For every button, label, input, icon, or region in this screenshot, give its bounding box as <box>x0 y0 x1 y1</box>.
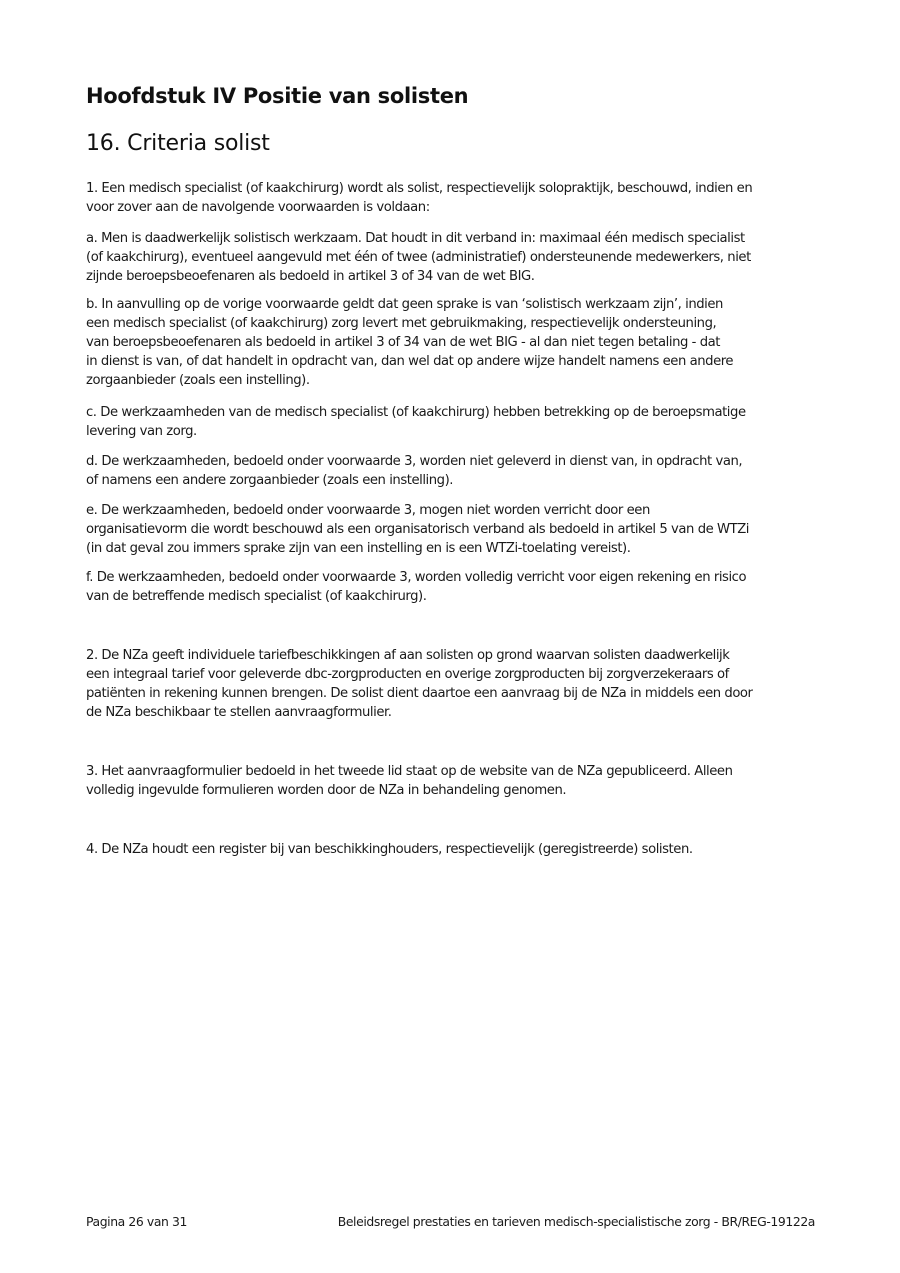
paragraph-4 <box>86 840 693 859</box>
condition-b <box>86 295 733 390</box>
condition-c <box>86 403 746 441</box>
text-line: zorgaanbieder (zoals een instelling). <box>86 373 310 388</box>
text-line: 1. Een medisch specialist (of kaakchirurg) wordt als solist, respectievelijk solopraktijk, beschouwd, indien en <box>86 181 753 196</box>
text-line: of namens een andere zorgaanbieder (zoals een instelling). <box>86 473 454 488</box>
text-line: van beroepsbeoefenaren als bedoeld in artikel 3 of 34 van de wet BIG - al dan niet tegen betaling - dat <box>86 335 720 350</box>
text-line: (of kaakchirurg), eventueel aangevuld met één of twee (administratief) ondersteunende medewerkers, niet <box>86 250 751 265</box>
chapter-title: Hoofdstuk IV Positie van solisten <box>86 84 469 108</box>
text-line: volledig ingevulde formulieren worden door de NZa in behandeling genomen. <box>86 783 567 798</box>
paragraph-1 <box>86 179 752 217</box>
section-title: 16. Criteria solist <box>86 131 270 156</box>
text-line: 4. De NZa houdt een register bij van beschikkinghouders, respectievelijk (geregistreerde) solisten. <box>86 842 693 857</box>
document-reference: Beleidsregel prestaties en tarieven medisch-specialistische zorg - BR/REG-19122a <box>337 1214 815 1229</box>
text-line: patiënten in rekening kunnen brengen. De solist dient daartoe een aanvraag bij de NZa in middels een door <box>86 686 753 701</box>
text-line: b. In aanvulling op de vorige voorwaarde geldt dat geen sprake is van ‘solistisch werkzaam zijn’, indien <box>86 297 723 312</box>
text-line: een medisch specialist (of kaakchirurg) zorg levert met gebruikmaking, respectievelijk ondersteuning, <box>86 316 717 331</box>
text-line: d. De werkzaamheden, bedoeld onder voorwaarde 3, worden niet geleverd in dienst van, in opdracht van, <box>86 454 743 469</box>
text-line: in dienst is van, of dat handelt in opdracht van, dan wel dat op andere wijze handelt namens een andere <box>86 354 734 369</box>
page-number: Pagina 26 van 31 <box>86 1214 187 1229</box>
paragraph-3 <box>86 762 732 800</box>
text-line: e. De werkzaamheden, bedoeld onder voorwaarde 3, mogen niet worden verricht door een <box>86 503 650 518</box>
text-line: (in dat geval zou immers sprake zijn van een instelling en is een WTZi-toelating vereist). <box>86 541 631 556</box>
paragraph-2 <box>86 646 753 722</box>
text-line: levering van zorg. <box>86 424 197 439</box>
condition-f <box>86 568 746 606</box>
text-line: de NZa beschikbaar te stellen aanvraagformulier. <box>86 705 392 720</box>
text-line: 2. De NZa geeft individuele tariefbeschikkingen af aan solisten op grond waarvan solisten daadwerkelijk <box>86 648 730 663</box>
text-line: van de betreffende medisch specialist (of kaakchirurg). <box>86 589 427 604</box>
condition-e <box>86 501 749 558</box>
text-line: voor zover aan de navolgende voorwaarden is voldaan: <box>86 200 430 215</box>
condition-d <box>86 452 742 490</box>
text-line: organisatievorm die wordt beschouwd als een organisatorisch verband als bedoeld in artikel 5 van de WTZi <box>86 522 750 537</box>
text-line: a. Men is daadwerkelijk solistisch werkzaam. Dat houdt in dit verband in: maximaal één medisch specialist <box>86 231 745 246</box>
text-line: een integraal tarief voor geleverde dbc-zorgproducten en overige zorgproducten bij zorgverzekeraars of <box>86 667 729 682</box>
text-line: c. De werkzaamheden van de medisch specialist (of kaakchirurg) hebben betrekking op de beroepsmatige <box>86 405 746 420</box>
condition-a <box>86 229 751 286</box>
text-line: zijnde beroepsbeoefenaren als bedoeld in artikel 3 of 34 van de wet BIG. <box>86 269 535 284</box>
text-line: 3. Het aanvraagformulier bedoeld in het tweede lid staat op de website van de NZa gepubliceerd. Alleen <box>86 764 733 779</box>
text-line: f. De werkzaamheden, bedoeld onder voorwaarde 3, worden volledig verricht voor eigen rekening en risico <box>86 570 747 585</box>
